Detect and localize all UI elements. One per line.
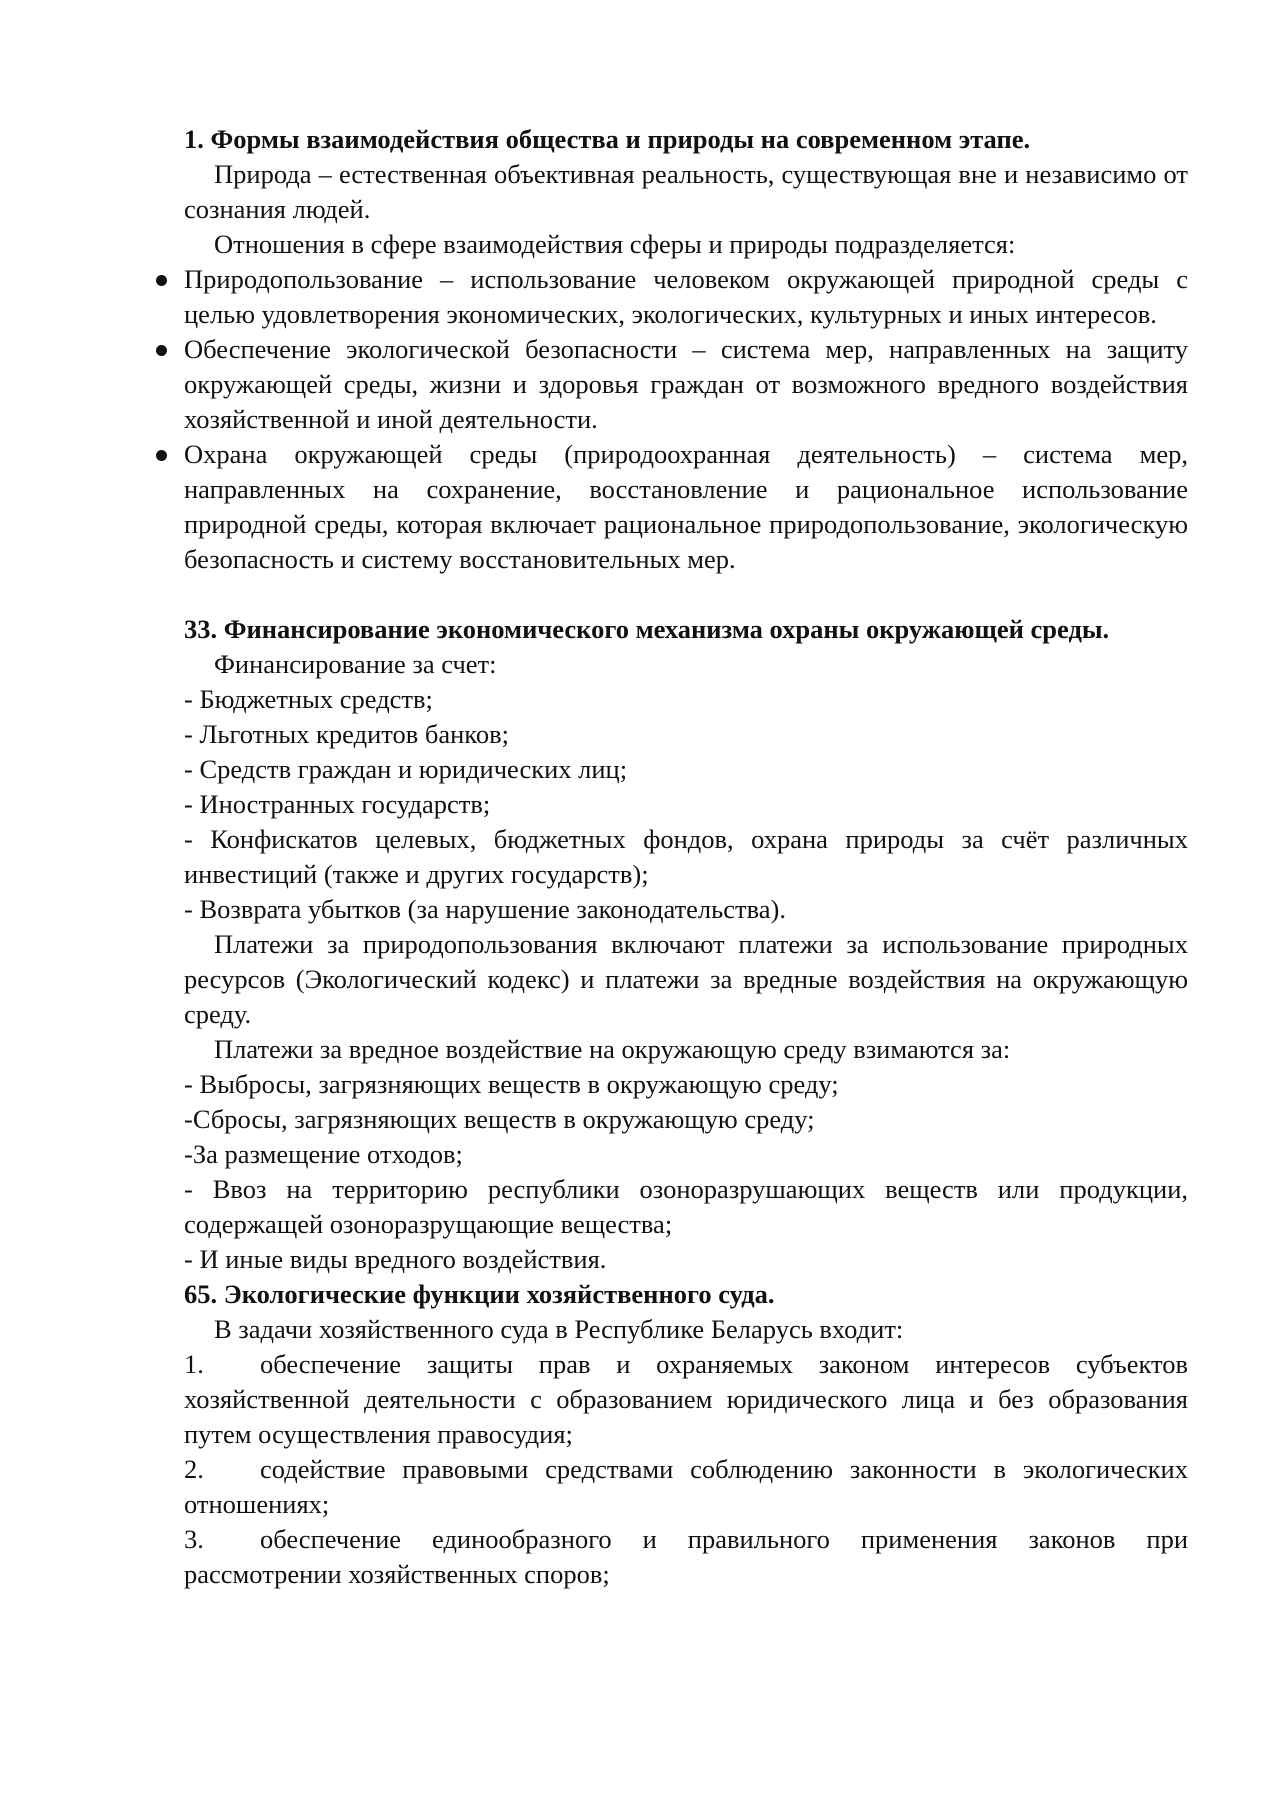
section-1-para-2: Отношения в сфере взаимодействия сферы и природы подразделяется: <box>214 229 1016 259</box>
bullet-item: Природопользование – использование человеком окружающей природной среды с целью удовлетворения экономических, экологических, культурных и иных интересов. <box>184 262 1188 332</box>
numbered-item: 2. содействие правовыми средствами соблюдению законности в экологических отношениях; <box>184 1454 1188 1519</box>
bullet-dot-icon <box>156 345 167 356</box>
harm-intro: Платежи за вредное воздействие на окружающую среду взимаются за: <box>214 1034 1011 1064</box>
funding-item: - Иностранных государств; <box>184 789 491 819</box>
funding-item: - Возврата убытков (за нарушение законодательства). <box>184 894 786 924</box>
spacer <box>184 577 1188 612</box>
section-1-bullet-list <box>184 262 1188 577</box>
section-65-intro: В задачи хозяйственного суда в Республике Беларусь входит: <box>214 1314 904 1344</box>
section-1-para-1: Природа – естественная объективная реальность, существующая вне и независимо от сознания людей. <box>184 159 1188 224</box>
bullet-item: Охрана окружающей среды (природоохранная деятельность) – система мер, направленных на сохранение, восстановление и рациональное использование природной среды, которая включает рациональное природопользование, экологическую безопасность и систему восстановительных мер. <box>184 437 1188 577</box>
payments-paragraph: Платежи за природопользования включают платежи за использование природных ресурсов (Экологический кодекс) и платежи за вредные воздействия на окружающую среду. <box>184 929 1188 1029</box>
bullet-dot-icon <box>156 275 167 286</box>
harm-item: -За размещение отходов; <box>184 1139 463 1169</box>
document-page <box>184 122 1188 1592</box>
harm-item: -Сбросы, загрязняющих веществ в окружающую среду; <box>184 1104 815 1134</box>
numbered-item: 3. обеспечение единообразного и правильного применения законов при рассмотрении хозяйственных споров; <box>184 1524 1188 1589</box>
funding-item: - Конфискатов целевых, бюджетных фондов, охрана природы за счёт различных инвестиций (также и других государств); <box>184 824 1188 889</box>
harm-item: - И иные виды вредного воздействия. <box>184 1244 607 1274</box>
harm-item: - Ввоз на территорию республики озоноразрушающих веществ или продукции, содержащей озоноразрущающие вещества; <box>184 1174 1188 1239</box>
numbered-item: 1. обеспечение защиты прав и охраняемых законом интересов субъектов хозяйственной деятельности с образованием юридического лица и без образования путем осуществления правосудия; <box>184 1349 1188 1449</box>
section-65-title: 65. Экологические функции хозяйственного суда. <box>184 1279 775 1309</box>
bullet-item: Обеспечение экологической безопасности – система мер, направленных на защиту окружающей среды, жизни и здоровья граждан от возможного вредного воздействия хозяйственной и иной деятельности. <box>184 332 1188 437</box>
section-33-intro: Финансирование за счет: <box>214 649 497 679</box>
funding-item: - Средств граждан и юридических лиц; <box>184 754 628 784</box>
section-33-title: 33. Финансирование экономического механизма охраны окружающей среды. <box>184 614 1110 644</box>
funding-item: - Бюджетных средств; <box>184 684 433 714</box>
harm-item: - Выбросы, загрязняющих веществ в окружающую среду; <box>184 1069 839 1099</box>
bullet-dot-icon <box>156 450 167 461</box>
section-1-title: 1. Формы взаимодействия общества и природы на современном этапе. <box>184 124 1031 154</box>
funding-item: - Льготных кредитов банков; <box>184 719 509 749</box>
